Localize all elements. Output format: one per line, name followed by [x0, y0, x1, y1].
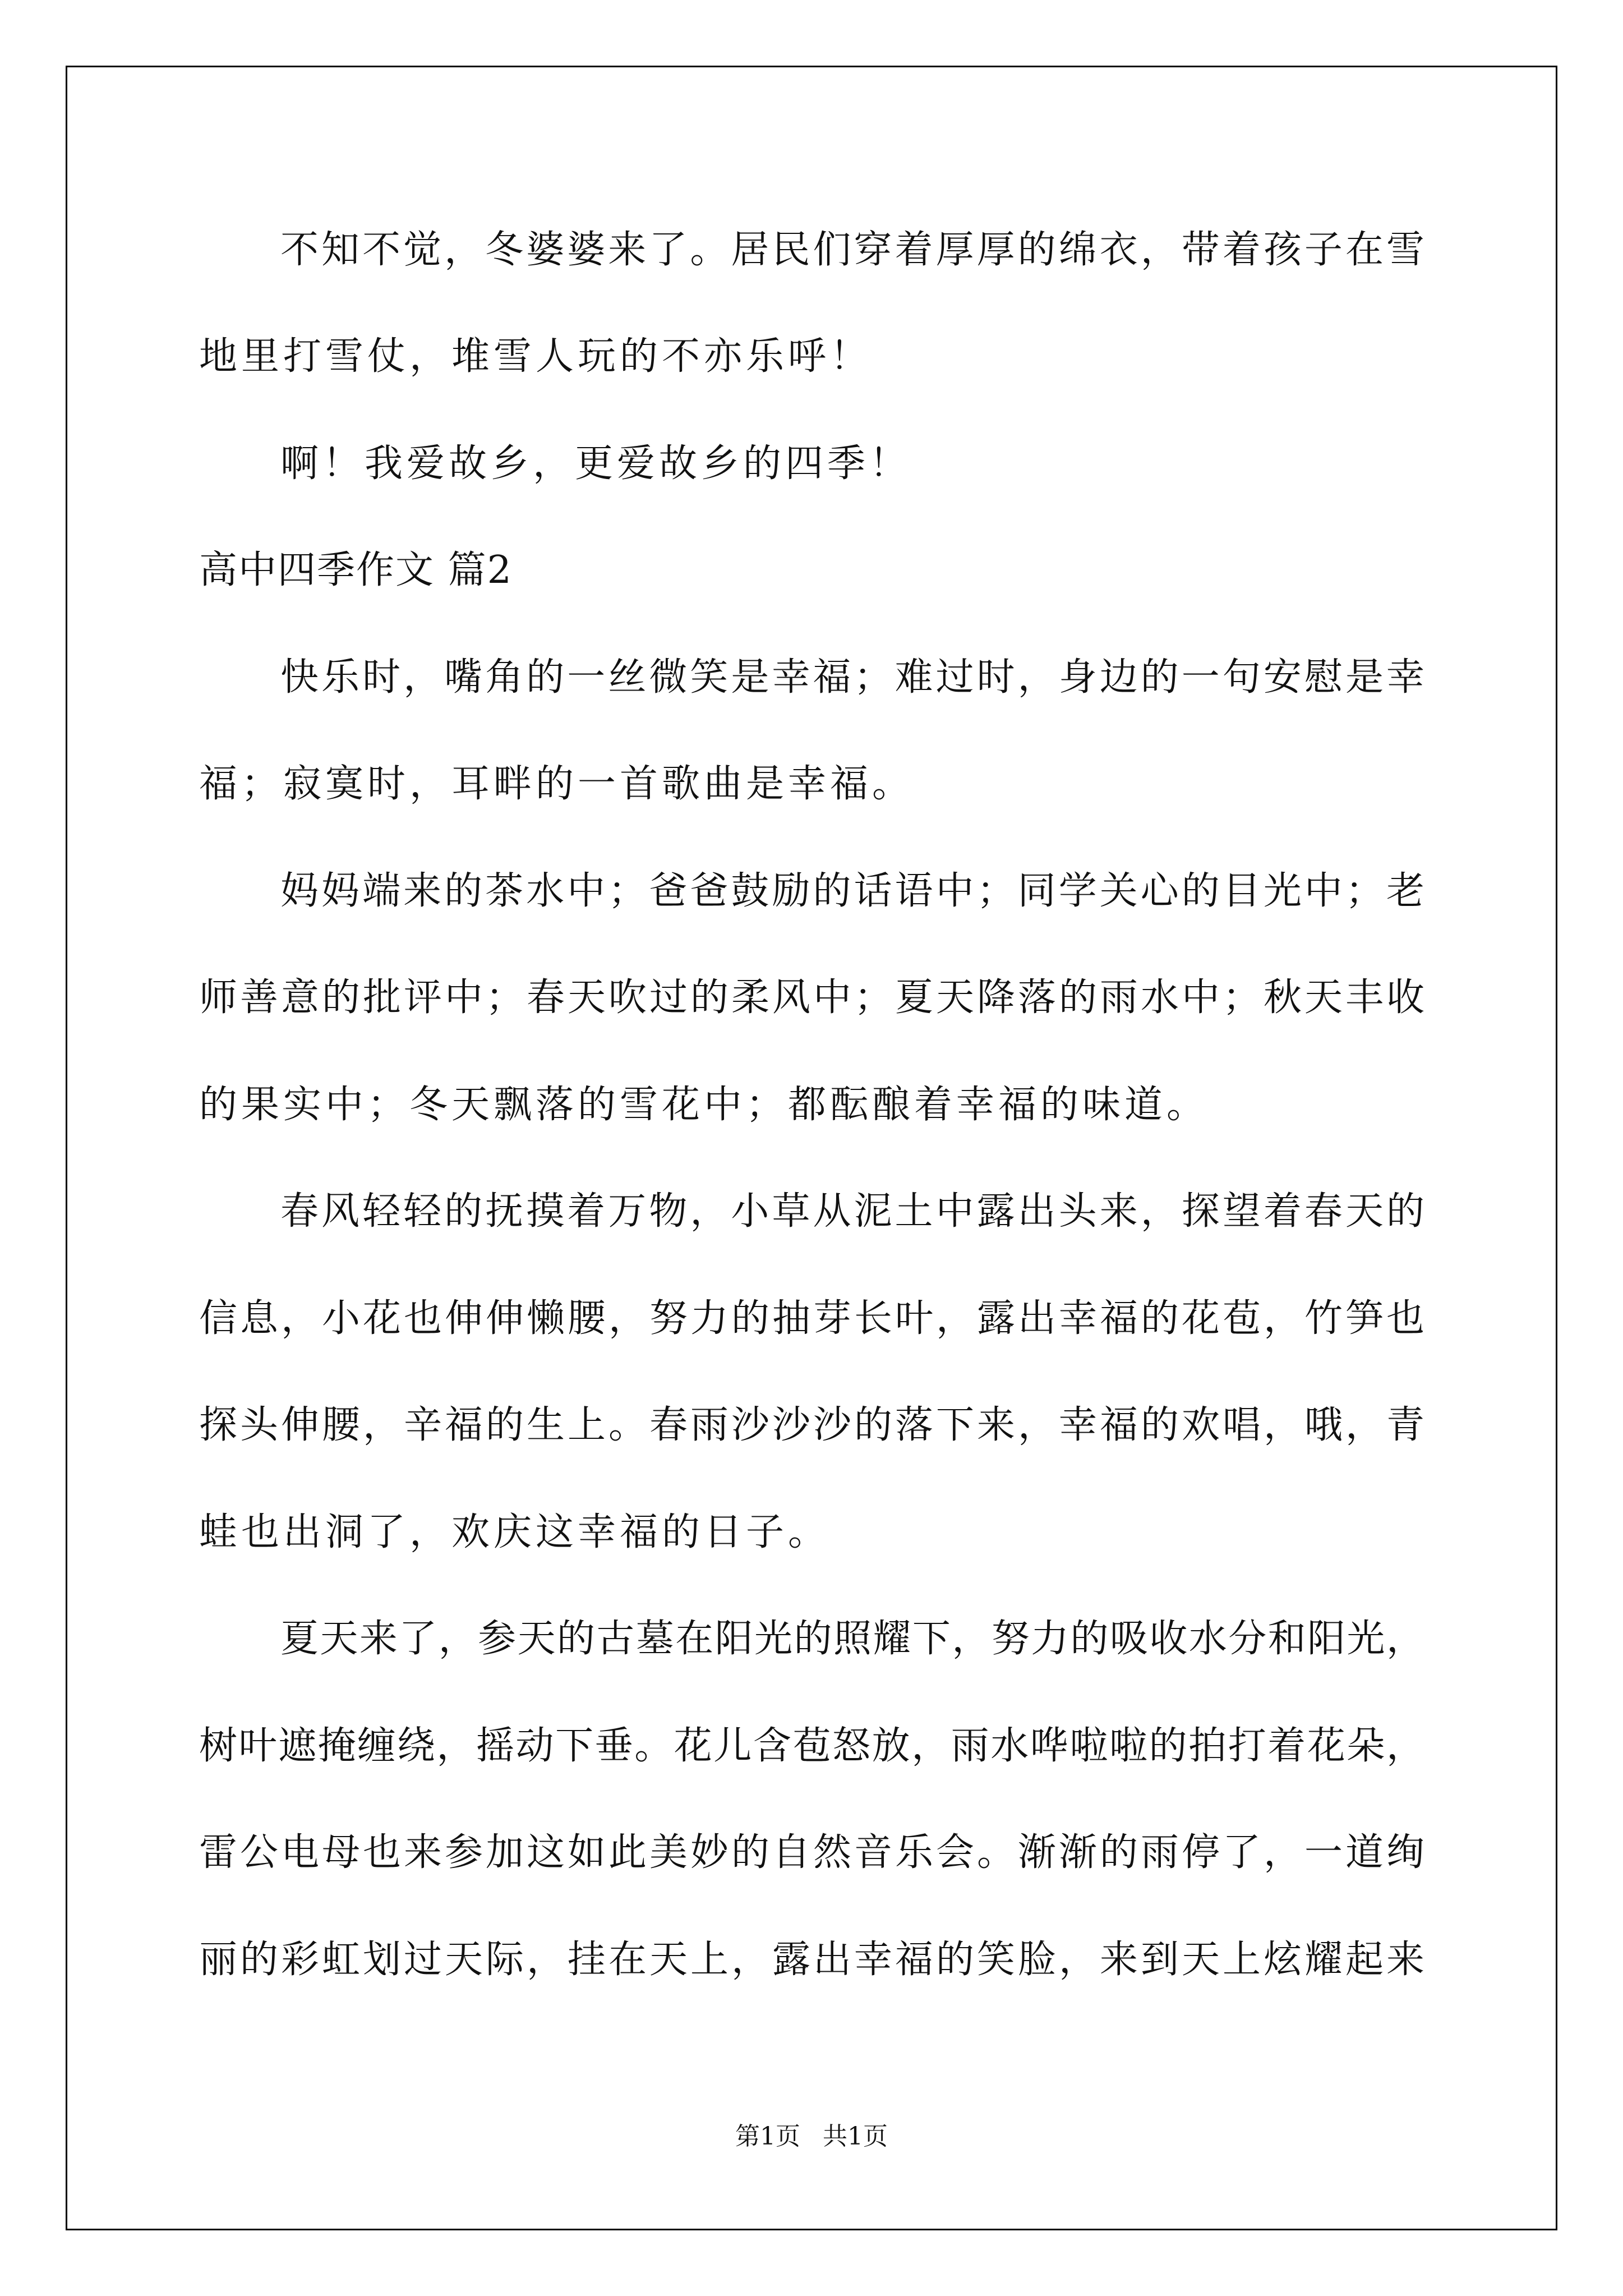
paragraph-line: 蛙也出洞了，欢庆这幸福的日子。 [199, 1510, 831, 1554]
page-number: 第1页 [735, 2122, 800, 2151]
paragraph-line: 福；寂寞时，耳畔的一首歌曲是幸福。 [199, 762, 915, 806]
paragraph-line: 妈妈端来的茶水中；爸爸鼓励的话语中；同学关心的目光中；老 [280, 869, 1424, 913]
paragraph-line: 师善意的批评中；春天吹过的柔风中；夏天降落的雨水中；秋天丰收 [199, 976, 1424, 1020]
paragraph-line: 快乐时，嘴角的一丝微笑是幸福；难过时，身边的一句安慰是幸 [280, 655, 1424, 700]
section-heading: 高中四季作文 篇2 [199, 548, 513, 592]
paragraph-line: 不知不觉，冬婆婆来了。居民们穿着厚厚的绵衣，带着孩子在雪 [280, 228, 1424, 272]
paragraph-line: 啊！我爱故乡，更爱故乡的四季！ [280, 441, 912, 486]
page-footer [0, 2116, 1623, 2152]
paragraph-line: 夏天来了，参天的古墓在阳光的照耀下，努力的吸收水分和阳光， [280, 1617, 1424, 1661]
paragraph-line: 地里打雪仗，堆雪人玩的不亦乐呼！ [199, 334, 873, 379]
paragraph-line: 丽的彩虹划过天际，挂在天上，露出幸福的笑脸，来到天上炫耀起来 [199, 1938, 1424, 1982]
paragraph-line: 雷公电母也来参加这如此美妙的自然音乐会。渐渐的雨停了，一道绚 [199, 1830, 1424, 1875]
paragraph-line: 探头伸腰，辛福的生上。春雨沙沙沙的落下来，幸福的欢唱，哦，青 [199, 1403, 1424, 1447]
paragraph-line: 的果实中；冬天飘落的雪花中；都酝酿着幸福的味道。 [199, 1083, 1209, 1127]
page-border [66, 66, 1557, 2230]
paragraph-line: 信息，小花也伸伸懒腰，努力的抽芽长叶，露出幸福的花苞，竹笋也 [199, 1296, 1424, 1341]
paragraph-line: 春风轻轻的抚摸着万物，小草从泥土中露出头来，探望着春天的 [280, 1189, 1424, 1234]
page-total: 共1页 [823, 2122, 888, 2151]
paragraph-line: 树叶遮掩缠绕，摇动下垂。花儿含苞怒放，雨水哗啦啦的拍打着花朵， [199, 1724, 1424, 1768]
